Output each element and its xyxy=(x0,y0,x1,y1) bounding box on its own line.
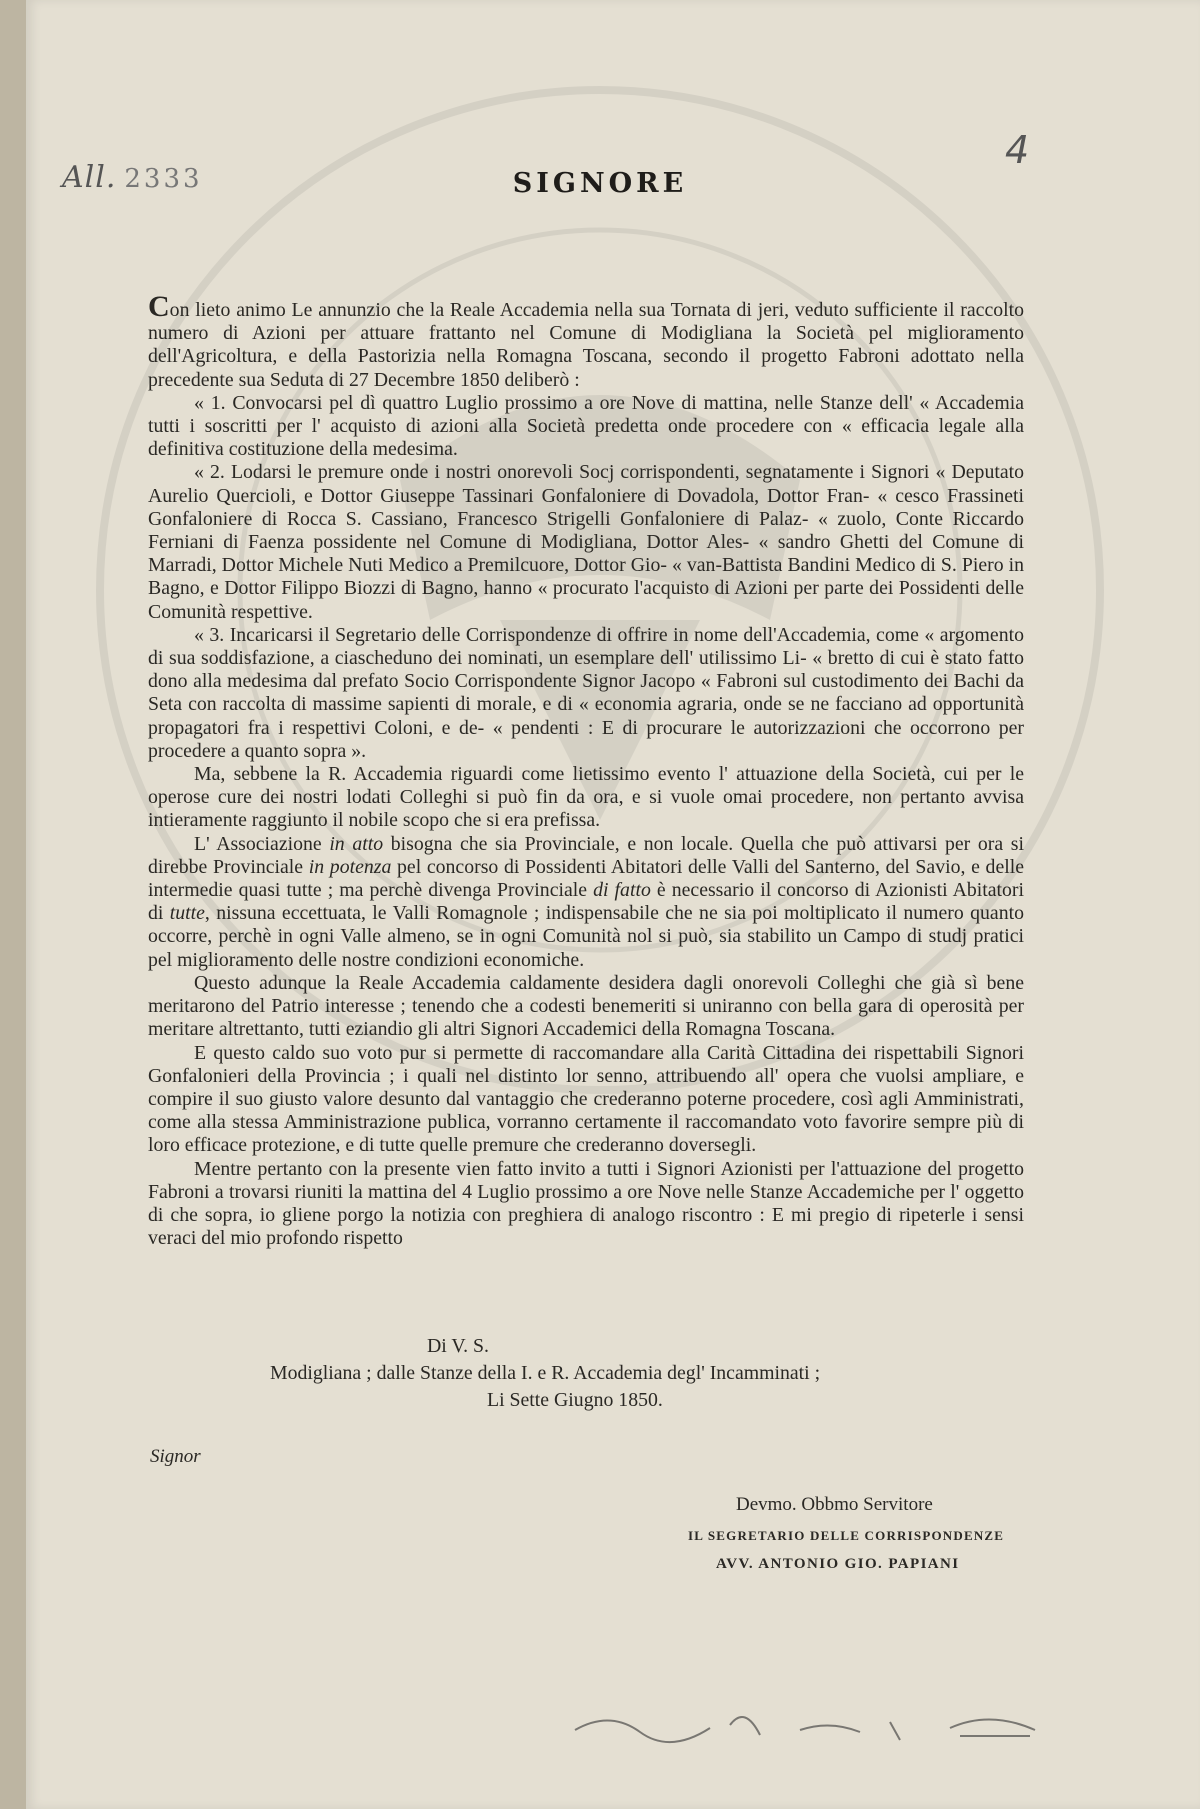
paragraph-resolution-1: « 1. Convocarsi pel dì quattro Luglio prossimo a ore Nove di mattina, nelle Stanze dell' « Accademia tutti i soscritti per l' acquisto di azioni alla Società predetta onde procedere con « efficacia legale alla definitiva costituzione della medesima. xyxy=(148,391,1024,461)
closing-place: Modigliana ; dalle Stanze della I. e R. Accademia degl' Incamminati ; xyxy=(270,1362,821,1384)
p6-text-e: , nissuna eccettuata, le Valli Romagnole ; indispensabile che ne sia poi moltiplicato il numero quanto occorre, perchè in ogni Valle almeno, se in ogni Comunità nol si può, sia stabilito un Campo di studj pratici pel miglioramento delle nostre condizioni economiche. xyxy=(148,902,1024,971)
handwritten-scribble-icon xyxy=(570,1700,1040,1745)
paragraph-6 xyxy=(148,833,1024,972)
paragraph-5: Ma, sebbene la R. Accademia riguardi come lietissimo evento l' attuazione della Società, cui per le operose cure dei nostri lodati Colleghi si può fin da ora, e si vuole omai procedere, non pertanto avvisa intieramente raggiunto il nobile scopo che si era prefissa. xyxy=(148,763,1024,832)
document-body xyxy=(148,290,1025,1250)
signature-title: IL SEGRETARIO DELLE CORRISPONDENZE xyxy=(688,1528,1005,1543)
closing-di-vs: Di V. S. xyxy=(427,1335,489,1357)
paragraph-resolution-2: « 2. Lodarsi le premure onde i nostri onorevoli Socj corrispondenti, segnatamente i Signori « Deputato Aurelio Quercioli, e Dottor Giuseppe Tassinari Gonfaloniere di Dovadola, Dottor Fran- « cesco Frassineti Gonfaloniere di Rocca S. Cassiano, Francesco Strigelli Gonfaloniere di Palaz- « zuolo, Conte Riccardo Ferniani di Faenza possidente nel Comune di Modigliana, Dottor Ales- « sandro Ghetti del Comune di Marradi, Dottor Michele Nuti Medico a Premilcuore, Dottor Gio- « van-Battista Bandini Medico di S. Piero in Bagno, e Dottor Filippo Biozzi di Bagno, hanno « procurato l'acquisto di Azioni per parte dei Possidenti delle Comunità respettive. xyxy=(148,461,1024,623)
p6-text-a: L' Associazione xyxy=(194,832,330,855)
binding-edge xyxy=(0,0,27,1809)
signature-name: AVV. ANTONIO GIO. PAPIANI xyxy=(716,1556,960,1572)
page-number: 4 xyxy=(1005,128,1030,172)
p6-emphasis-4: tutte xyxy=(169,902,205,925)
paragraph-resolution-3: « 3. Incaricarsi il Segretario delle Corrispondenze di offrire in nome dell'Accademia, come « argomento di sua soddisfazione, a ciascheduno dei nominati, un esemplare dell' utilissimo Li- « bretto di cui è stato fatto dono alla medesima dal prefato Socio Corrispondente Signor Jacopo « Fabroni sul custodimento dei Bachi da Seta con raccolta di massime sapienti di morale, e di « economia agraria, onde se ne facciano ad opportunità propagatori fra i respettivi Coloni, e de- « pendenti : E di procurare le autorizzazioni che occorrono per procedere a quanto sopra ». xyxy=(148,623,1024,762)
p6-emphasis-2: in potenza xyxy=(308,855,392,878)
paragraph-intro-text: on lieto animo Le annunzio che la Reale Accademia nella sua Tornata di jeri, veduto sufficiente il raccolto numero di Azioni per attuare frattanto nel Comune di Modigliana la Società pel miglioramento dell'Agricoltura, e della Pastorizia nella Romagna Toscana, secondo il progetto Fabroni adottato nella precedente sua Seduta di 27 Decembre 1850 deliberò : xyxy=(148,299,1024,391)
p6-text-d: è necessario il concorso di Azionisti Abitatori di xyxy=(148,879,1025,925)
closing-date: Li Sette Giugno 1850. xyxy=(487,1389,663,1411)
p6-emphasis-3: di fatto xyxy=(593,879,651,902)
document-heading: SIGNORE xyxy=(512,168,688,199)
paragraph-7: Questo adunque la Reale Accademia caldamente desidera dagli onorevoli Colleghi che già sì bene meritarono del Patrio interesse ; tenendo che a codesti benemeriti si uniranno con bella gara di operosità per meritare altrettanto, tutti eziandio gli altri Signori Accademici della Romagna Toscana. xyxy=(148,971,1024,1041)
dropcap: C xyxy=(148,290,170,323)
paragraph-9: Mentre pertanto con la presente vien fatto invito a tutti i Signori Azionisti per l'attuazione del progetto Fabroni a trovarsi riuniti la mattina del 4 Luglio prossimo a ore Nove nelle Stanze Accademiche per l' oggetto di che sopra, io gliene porgo la notizia con preghiera di analogo riscontro : E mi pregio di ripeterle i sensi veraci del mio profondo rispetto xyxy=(148,1157,1024,1250)
p6-emphasis-1: in atto xyxy=(329,832,384,855)
p6-text-b: bisogna che sia Provinciale, e non locale. Quella che può attivarsi per ora si direbbe Provinciale xyxy=(148,832,1024,878)
signature-servitore: Devmo. Obbmo Servitore xyxy=(736,1494,933,1515)
allegato-number: 2333 xyxy=(124,164,203,194)
allegato-label: All. xyxy=(62,160,117,195)
paragraph-8: E questo caldo suo voto pur si permette di raccomandare alla Carità Cittadina dei rispettabili Signori Gonfalonieri della Provincia ; i quali nel distinto lor senno, attribuendo all' opera che vuolsi ampliare, e compire il suo giusto valore desunto dal vantaggio che crederanno poterne procedere, così agli Amministrati, come alla stessa Amministrazione publica, vorranno certamente il raccomandato voto favorire sempre più di loro efficace protezione, e di tutte quelle premure che crederanno doversegli. xyxy=(148,1041,1024,1157)
p6-text-c: pel concorso di Possidenti Abitatori delle Valli del Santerno, del Savio, e delle intermedie quasi tutte ; ma perchè divenga Provinciale xyxy=(148,855,1024,902)
paragraph-intro xyxy=(148,290,1024,392)
salutation-signor: Signor xyxy=(150,1446,201,1467)
